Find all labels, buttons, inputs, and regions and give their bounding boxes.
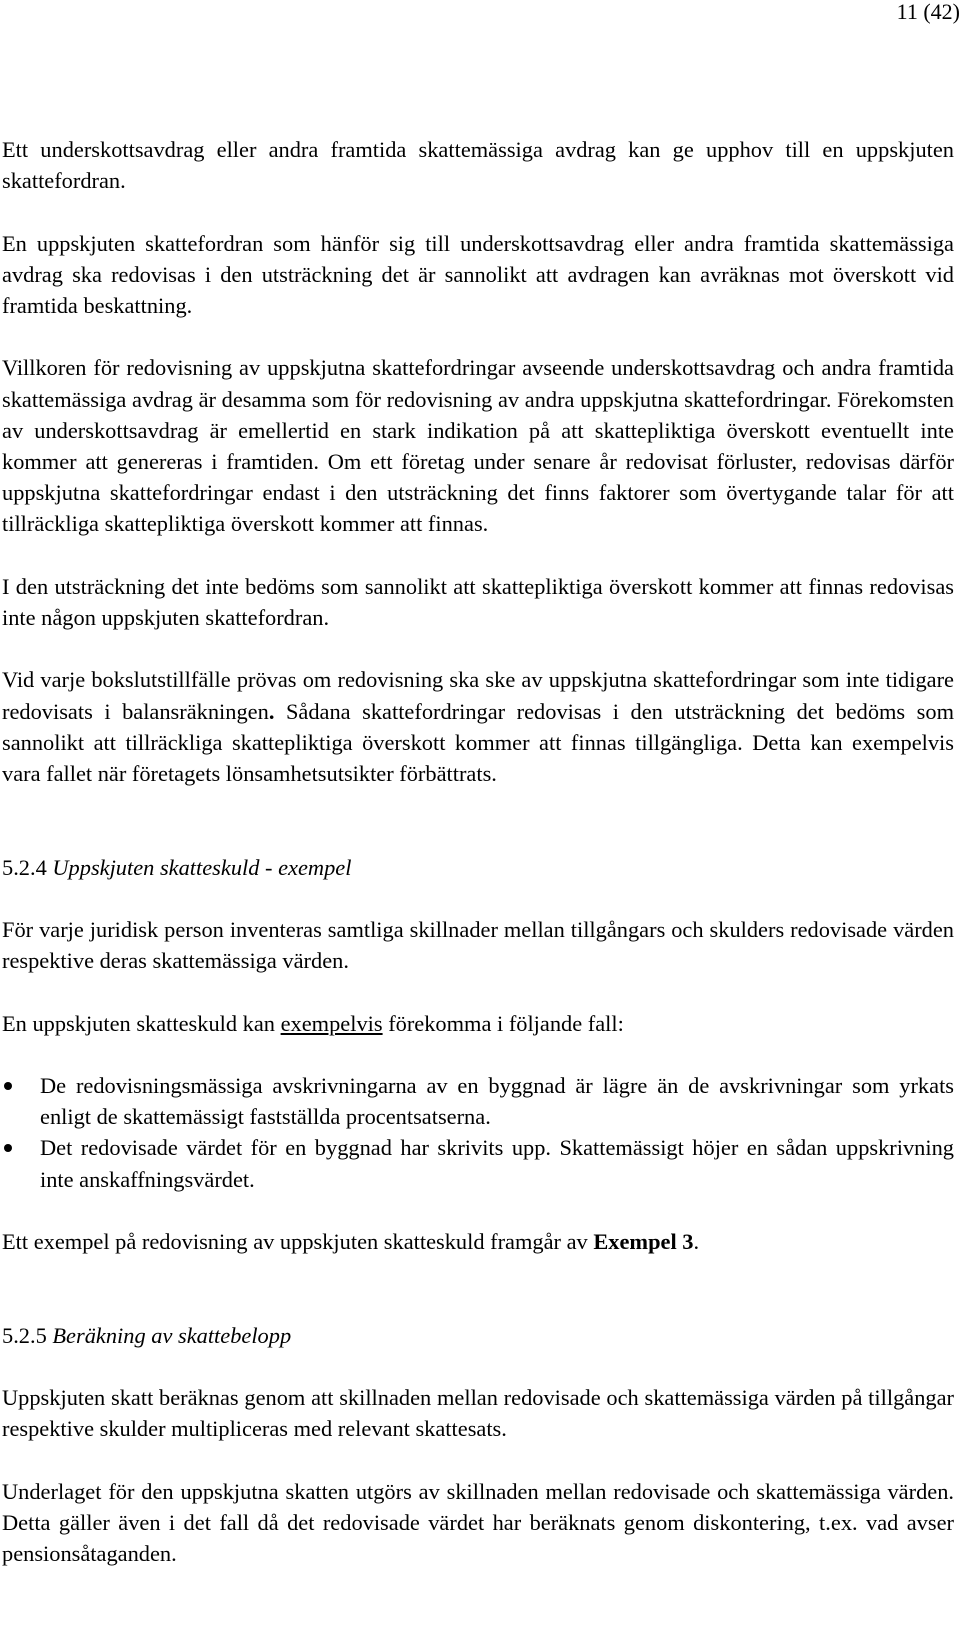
reassessment-text-b: Sådana skattefordringar redovisas i den utsträckning det bedöms som sannolikt att tillräckliga skattepliktiga överskott kommer att finnas tillgängliga. Detta kan exempelvis vara fallet när företagets lönsamhetsutsikter förbättrats. bbox=[2, 698, 954, 786]
paragraph-deficit-deduction: Ett underskottsavdrag eller andra framtida skattemässiga avdrag kan ge upphov till en uppskjuten skattefordran. bbox=[2, 137, 954, 194]
document-body bbox=[2, 134, 954, 1600]
section-title: Beräkning av skattebelopp bbox=[46, 1322, 292, 1348]
example-reference-bold: Exempel 3 bbox=[593, 1228, 694, 1254]
page-number: 11 (42) bbox=[896, 0, 960, 24]
section-number: 5.2.5 bbox=[2, 1322, 47, 1348]
section-number: 5.2.4 bbox=[2, 854, 47, 880]
bullet-list bbox=[2, 1070, 954, 1195]
paragraph-reassessment bbox=[2, 664, 954, 789]
heading-spacer bbox=[2, 1288, 954, 1319]
section-title: Uppskjuten skatteskuld - exempel bbox=[46, 854, 352, 880]
bullet-icon bbox=[4, 1144, 12, 1152]
cases-intro-text-a: En uppskjuten skatteskuld kan bbox=[2, 1010, 281, 1036]
reassessment-bold-dot: . bbox=[268, 698, 275, 724]
paragraph-no-recognition: I den utsträckning det inte bedöms som sannolikt att skattepliktiga överskott kommer att finnas redovisas inte någon uppskjuten skattefordran. bbox=[2, 573, 954, 630]
paragraph-inventory: För varje juridisk person inventeras samtliga skillnader mellan tillgångars och skulders redovisade värden respektive deras skattemässiga värden. bbox=[2, 916, 954, 974]
paragraph-recognition-condition: En uppskjuten skattefordran som hänför sig till underskottsavdrag eller andra framtida skattemässiga avdrag ska redovisas i den utsträckning det är sannolikt att avdragen kan avräknas mot överskott vid framtida beskattning. bbox=[2, 230, 954, 318]
example-reference-text-b: . bbox=[693, 1228, 700, 1254]
cases-intro-text-b: förekomma i följande fall: bbox=[382, 1010, 624, 1036]
list-item bbox=[2, 1132, 954, 1194]
example-reference-text-a: Ett exempel på redovisning av uppskjuten skatteskuld framgår av bbox=[2, 1228, 594, 1254]
underlined-word: exempelvis bbox=[280, 1010, 383, 1036]
paragraph-basis: Underlaget för den uppskjutna skatten utgörs av skillnaden mellan redovisade och skattemässiga värden. Detta gäller även i det fall då det redovisade värdet har beräknats genom diskontering, t.ex. vad avser pensionsåtaganden. bbox=[2, 1478, 954, 1566]
list-item bbox=[2, 1070, 954, 1132]
list-item-text: De redovisningsmässiga avskrivningarna av en byggnad är lägre än de avskrivningar som yrkats enligt de skattemässigt fastställda procentsatserna. bbox=[40, 1072, 954, 1130]
section-heading-5-2-4 bbox=[2, 852, 954, 883]
section-heading-5-2-5 bbox=[2, 1320, 954, 1351]
list-item-text: Det redovisade värdet för en byggnad har skrivits upp. Skattemässigt höjer en sådan uppskrivning inte anskaffningsvärdet. bbox=[40, 1135, 954, 1192]
bullet-icon bbox=[4, 1082, 12, 1090]
paragraph-recognition-criteria: Villkoren för redovisning av uppskjutna skattefordringar avseende underskottsavdrag och andra framtida skattemässiga avdrag är desamma som för redovisning av andra uppskjutna skattefordringar. Förekomsten av underskottsavdrag är emellertid en stark indikation på att skattepliktiga överskott eventuellt inte kommer att genereras i framtiden. Om ett företag under senare år redovisat förluster, redovisas därför uppskjutna skattefordringar endast i den utsträckning det finns faktorer som övertygande talar för att tillräckliga skattepliktiga överskott kommer att finnas. bbox=[2, 355, 954, 537]
reassessment-text-a: Vid varje bokslutstillfälle prövas om redovisning ska ske av uppskjutna skattefordringar som inte tidigare redovisats i balansräkningen bbox=[2, 667, 954, 724]
paragraph-calculation: Uppskjuten skatt beräknas genom att skillnaden mellan redovisade och skattemässiga värden på tillgångar respektive skulder multipliceras med relevant skattesats. bbox=[2, 1384, 954, 1442]
paragraph-cases-intro bbox=[2, 1008, 954, 1039]
heading-spacer bbox=[2, 820, 954, 851]
paragraph-example-reference bbox=[2, 1226, 954, 1257]
